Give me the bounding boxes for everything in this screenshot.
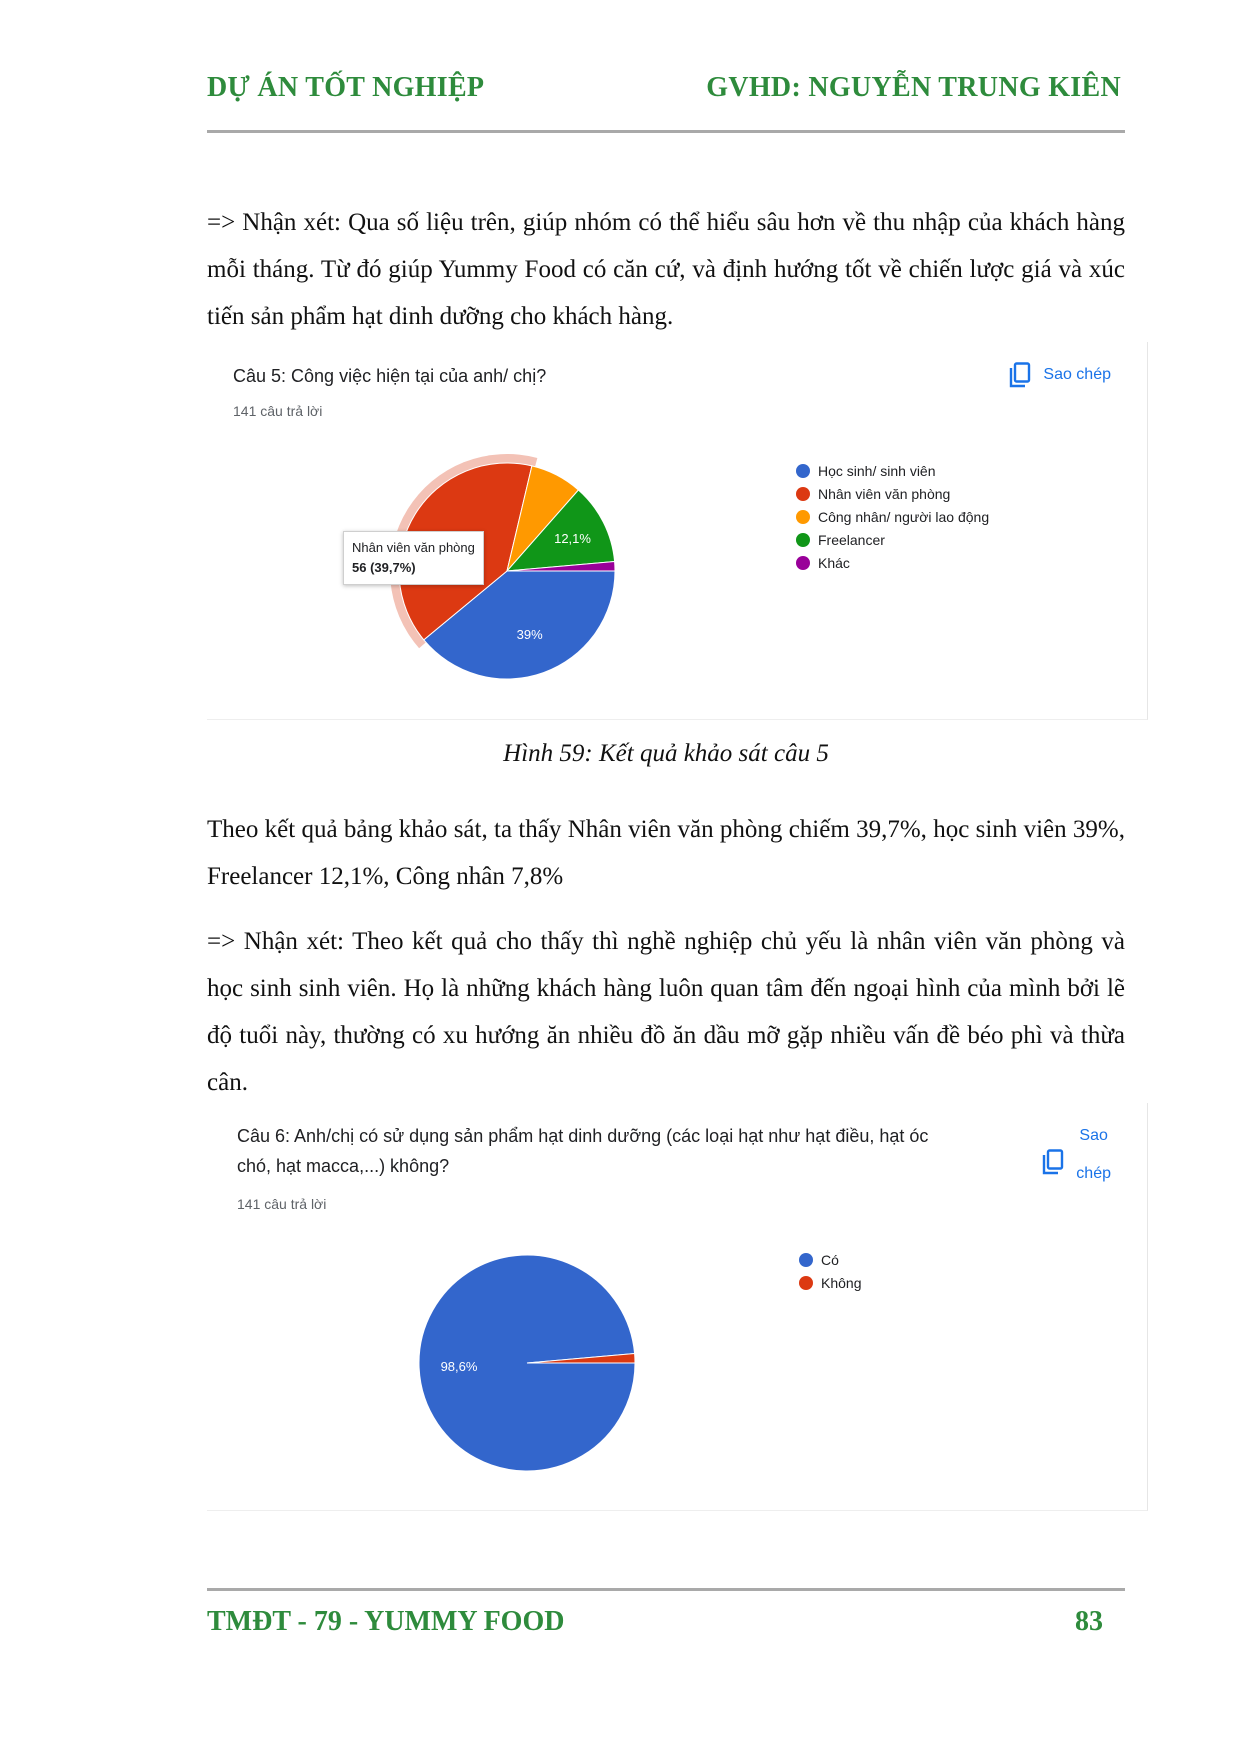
header-left: DỰ ÁN TỐT NGHIỆP	[207, 72, 485, 103]
page-footer	[207, 1606, 1125, 1642]
copy-icon	[1042, 1149, 1064, 1175]
legend-label: Khác	[818, 554, 850, 571]
page-number: 83	[1075, 1606, 1103, 1637]
header-rule	[207, 130, 1125, 133]
legend-label: Freelancer	[818, 531, 885, 548]
legend-item	[796, 528, 989, 551]
chart-legend	[796, 459, 989, 574]
legend-swatch	[799, 1253, 813, 1267]
paragraph-2: Theo kết quả bảng khảo sát, ta thấy Nhân viên văn phòng chiếm 39,7%, học sinh viên 39%, Freelancer 12,1%, Công nhân 7,8%	[207, 816, 1125, 890]
legend-swatch	[796, 533, 810, 547]
pie-chart-q6	[407, 1243, 647, 1483]
legend-item	[796, 551, 989, 574]
copy-button[interactable]	[1009, 362, 1111, 388]
footer-left: TMĐT - 79 - YUMMY FOOD	[207, 1606, 565, 1637]
legend-swatch	[799, 1276, 813, 1290]
legend-item	[796, 459, 989, 482]
legend-swatch	[796, 487, 810, 501]
chart-tooltip	[343, 531, 484, 585]
chart-legend	[799, 1248, 861, 1294]
legend-label: Có	[821, 1251, 839, 1268]
legend-label: Không	[821, 1274, 862, 1291]
legend-swatch	[796, 556, 810, 570]
chart-title: Câu 5: Công việc hiện tại của anh/ chị?	[233, 366, 547, 386]
paragraph-3: => Nhận xét: Theo kết quả cho thấy thì nghề nghiệp chủ yếu là nhân viên văn phòng và học sinh sinh viên. Họ là những khách hàng luôn quan tâm đến ngoại hình của mình bởi lẽ độ tuổi này, thường có xu hướng ăn nhiều đồ ăn dầu mỡ gặp nhiều vấn đề béo phì và thừa cân.	[207, 928, 1125, 1096]
legend-item	[799, 1271, 861, 1294]
legend-swatch	[796, 510, 810, 524]
legend-label: Nhân viên văn phòng	[818, 485, 951, 502]
slice-label: 39%	[516, 627, 543, 643]
tooltip-value: 56 (39,7%)	[352, 560, 416, 575]
footer-rule	[207, 1588, 1125, 1591]
legend-label: Công nhân/ người lao động	[818, 508, 990, 525]
legend-item	[796, 482, 989, 505]
paragraph-1: => Nhận xét: Qua số liệu trên, giúp nhóm có thể hiểu sâu hơn về thu nhập của khách hàng mỗi tháng. Từ đó giúp Yummy Food có căn cứ, và định hướng tốt về chiến lược giá và xúc tiến sản phẩm hạt dinh dưỡng cho khách hàng.	[207, 209, 1125, 330]
legend-swatch	[796, 464, 810, 478]
slice-label: 12,1%	[554, 530, 591, 546]
copy-label: Sao chép	[1043, 366, 1111, 383]
slice-label: 98,6%	[440, 1358, 478, 1374]
legend-item	[796, 505, 989, 528]
chart-title: Câu 6: Anh/chị có sử dụng sản phẩm hạt dinh dưỡng (các loại hạt như hạt điều, hạt óc chó, hạt macca,...) không?	[237, 1126, 929, 1176]
response-count: 141 câu trả lời	[237, 1196, 327, 1212]
figure-caption: Hình 59: Kết quả khảo sát câu 5	[503, 740, 829, 767]
chart-card-q6	[207, 1103, 1148, 1511]
page-header	[207, 72, 1125, 112]
copy-button[interactable]	[1042, 1127, 1111, 1183]
legend-item	[799, 1248, 861, 1271]
legend-label: Học sinh/ sinh viên	[818, 462, 936, 479]
response-count: 141 câu trả lời	[233, 403, 323, 419]
copy-icon	[1009, 362, 1031, 388]
chart-card-q5	[207, 342, 1148, 720]
tooltip-name: Nhân viên văn phòng	[352, 540, 475, 555]
copy-label: Sao chép	[1076, 1127, 1111, 1182]
header-right: GVHD: NGUYỄN TRUNG KIÊN	[706, 72, 1121, 103]
